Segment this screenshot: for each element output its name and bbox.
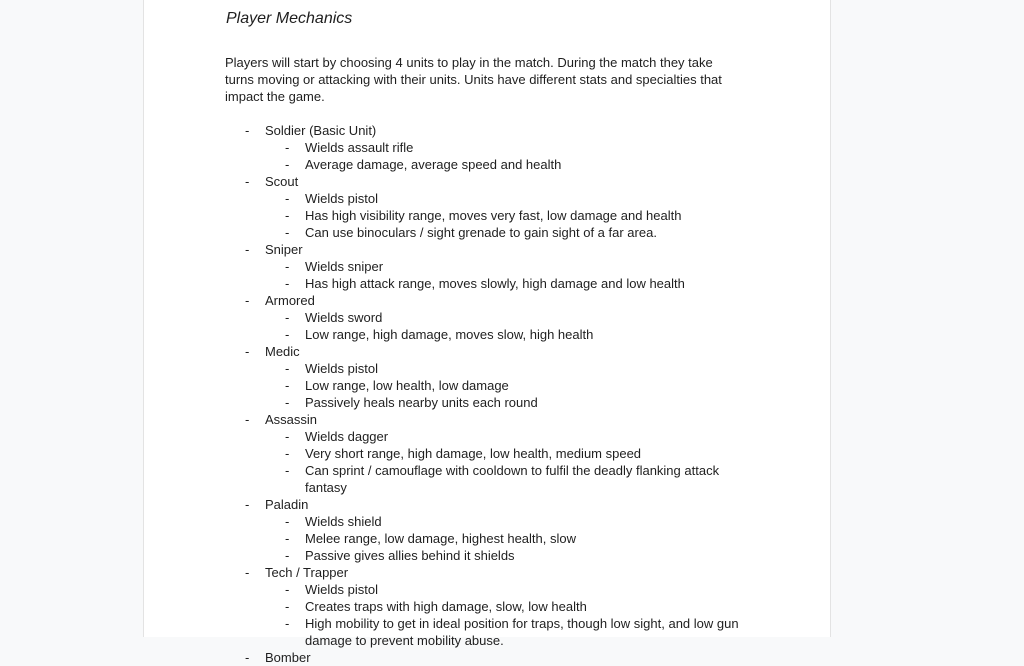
unit-detail	[265, 224, 745, 241]
unit-name: Sniper	[265, 242, 303, 257]
unit-detail	[265, 530, 745, 547]
unit-detail-text: Low range, high damage, moves slow, high health	[305, 327, 594, 342]
unit-detail-text: Wields sniper	[305, 259, 384, 274]
unit-detail	[265, 360, 745, 377]
unit-detail	[265, 547, 745, 564]
unit-name: Medic	[265, 344, 300, 359]
list-bullet: -	[285, 225, 290, 240]
list-bullet: -	[285, 208, 290, 223]
list-bullet: -	[285, 446, 290, 461]
list-bullet: -	[285, 429, 290, 444]
list-bullet: -	[285, 463, 290, 478]
document-heading: Player Mechanics	[226, 10, 353, 27]
unit-detail	[265, 190, 745, 207]
unit-name: Assassin	[265, 412, 318, 427]
list-bullet: -	[285, 361, 290, 376]
list-bullet: -	[285, 599, 290, 614]
unit-detail-list	[265, 309, 765, 343]
unit-detail	[265, 428, 745, 445]
unit-detail-text: Wields pistol	[305, 361, 378, 376]
document-page	[143, 0, 831, 665]
list-bullet: -	[245, 123, 250, 138]
list-bullet: -	[285, 378, 290, 393]
unit-detail	[265, 462, 745, 496]
list-bullet: -	[285, 327, 290, 342]
unit-detail-text: Has high attack range, moves slowly, high damage and low health	[305, 276, 685, 291]
list-bullet: -	[285, 548, 290, 563]
unit-detail-text: Wields shield	[305, 514, 382, 529]
unit-detail-text: Can sprint / camouflage with cooldown to fulfil the deadly flanking attack fantasy	[305, 463, 720, 495]
unit-item	[225, 292, 765, 343]
unit-name: Paladin	[265, 497, 309, 512]
unit-detail	[265, 309, 745, 326]
unit-detail	[265, 207, 745, 224]
unit-detail	[265, 139, 745, 156]
unit-detail	[265, 326, 745, 343]
intro-paragraph: Players will start by choosing 4 units to play in the match. During the match they take turns moving or attacking with their units. Units have different stats and specialties that impact the game.	[225, 55, 722, 104]
list-bullet: -	[285, 276, 290, 291]
unit-item	[225, 649, 765, 666]
unit-detail-text: High mobility to get in ideal position for traps, though low sight, and low gun damage to prevent mobility abuse.	[305, 616, 739, 648]
list-bullet: -	[285, 140, 290, 155]
unit-name: Armored	[265, 293, 315, 308]
unit-detail-list	[265, 190, 765, 241]
unit-item	[225, 411, 765, 496]
list-bullet: -	[245, 293, 250, 308]
unit-item	[225, 564, 765, 649]
list-bullet: -	[285, 395, 290, 410]
unit-detail	[265, 394, 745, 411]
unit-detail	[265, 598, 745, 615]
unit-name: Scout	[265, 174, 299, 189]
unit-detail-list	[265, 428, 765, 496]
list-bullet: -	[245, 497, 250, 512]
unit-detail-text: Has high visibility range, moves very fast, low damage and health	[305, 208, 682, 223]
list-bullet: -	[245, 650, 250, 665]
unit-detail-text: Wields pistol	[305, 191, 378, 206]
unit-detail-text: Passively heals nearby units each round	[305, 395, 538, 410]
unit-detail	[265, 513, 745, 530]
list-bullet: -	[245, 242, 250, 257]
unit-detail-text: Wields sword	[305, 310, 383, 325]
unit-name: Soldier (Basic Unit)	[265, 123, 377, 138]
list-bullet: -	[285, 157, 290, 172]
unit-detail	[265, 156, 745, 173]
unit-detail	[265, 377, 745, 394]
list-bullet: -	[285, 616, 290, 631]
unit-detail-list	[265, 139, 765, 173]
list-bullet: -	[285, 259, 290, 274]
unit-detail-text: Melee range, low damage, highest health, slow	[305, 531, 576, 546]
unit-item	[225, 343, 765, 411]
unit-detail-list	[265, 360, 765, 411]
list-bullet: -	[285, 531, 290, 546]
unit-detail-text: Wields assault rifle	[305, 140, 414, 155]
unit-item	[225, 173, 765, 241]
list-bullet: -	[285, 582, 290, 597]
unit-detail-list	[265, 581, 765, 649]
unit-detail-text: Wields dagger	[305, 429, 389, 444]
list-bullet: -	[245, 344, 250, 359]
unit-item	[225, 241, 765, 292]
unit-item	[225, 122, 765, 173]
unit-detail	[265, 258, 745, 275]
unit-detail-text: Wields pistol	[305, 582, 378, 597]
list-bullet: -	[285, 514, 290, 529]
unit-detail	[265, 275, 745, 292]
unit-detail-text: Creates traps with high damage, slow, low health	[305, 599, 587, 614]
unit-list	[225, 122, 765, 666]
unit-detail-list	[265, 258, 765, 292]
unit-detail-list	[265, 513, 765, 564]
unit-detail-text: Very short range, high damage, low health, medium speed	[305, 446, 642, 461]
unit-detail-text: Average damage, average speed and health	[305, 157, 562, 172]
unit-detail-text: Passive gives allies behind it shields	[305, 548, 515, 563]
list-bullet: -	[245, 412, 250, 427]
list-bullet: -	[245, 174, 250, 189]
unit-detail	[265, 581, 745, 598]
unit-detail-text: Low range, low health, low damage	[305, 378, 509, 393]
list-bullet: -	[285, 310, 290, 325]
list-bullet: -	[245, 565, 250, 580]
unit-detail	[265, 615, 745, 649]
unit-name: Bomber	[265, 650, 311, 665]
unit-item	[225, 496, 765, 564]
unit-detail	[265, 445, 745, 462]
unit-detail-text: Can use binoculars / sight grenade to gain sight of a far area.	[305, 225, 657, 240]
list-bullet: -	[285, 191, 290, 206]
unit-name: Tech / Trapper	[265, 565, 349, 580]
